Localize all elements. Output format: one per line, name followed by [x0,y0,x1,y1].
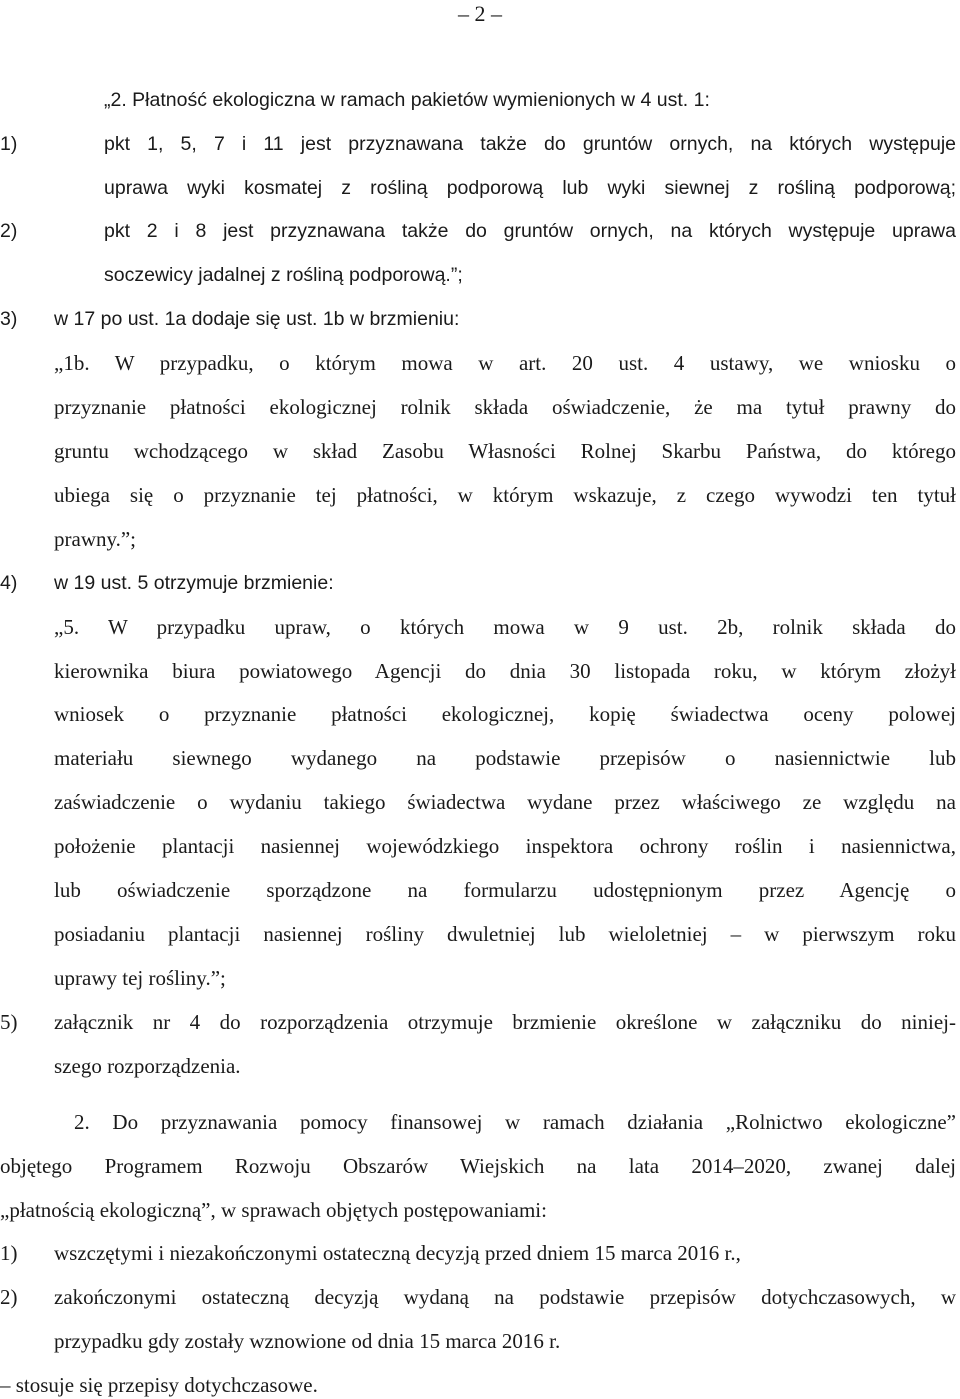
item-number: 1) [0,1241,18,1265]
text-line: w 17 po ust. 1a dodaje się ust. 1b w brzmieniu: [54,308,460,330]
text-line: soczewicy jadalnej z rośliną podporową.”; [104,264,463,286]
item-number: 1) [0,133,18,155]
text-line: „2. Płatność ekologiczna w ramach pakietów wymienionych w 4 ust. 1: [104,89,710,111]
text-line: „płatnością ekologiczną”, w sprawach objętych postępowaniami: [0,1198,547,1222]
text-line: lub oświadczenie sporządzone na formularzu udostępnionym przez Agencję o [54,878,956,902]
text-line: „1b. W przypadku, o którym mowa w art. 20 ust. 4 ustawy, we wniosku o [54,351,956,375]
text-line: wszczętymi i niezakończonymi ostateczną decyzją przed dniem 15 marca 2016 r., [54,1241,741,1265]
item-number: 4) [0,572,18,594]
item-number: 2) [0,220,18,242]
text-line: 2. Do przyznawania pomocy finansowej w ramach działania „Rolnictwo ekologiczne” [74,1110,956,1134]
item-number: 2) [0,1285,18,1309]
text-line: uprawa wyki kosmatej z rośliną podporową lub wyki siewnej z rośliną podporową; [104,177,956,199]
text-line: – stosuje się przepisy dotychczasowe. [0,1373,318,1397]
text-line: przypadku gdy zostały wznowione od dnia 15 marca 2016 r. [54,1329,561,1353]
text-line: zaświadczenie o wydaniu takiego świadectwa wydane przez właściwego ze względu na [54,790,956,814]
text-line: prawny.”; [54,527,137,551]
text-line: zakończonymi ostateczną decyzją wydaną na podstawie przepisów dotychczasowych, w [54,1285,956,1309]
text-line: kierownika biura powiatowego Agencji do dnia 30 listopada roku, w którym złożył [54,659,956,683]
text-line: gruntu wchodzącego w skład Zasobu Własności Rolnej Skarbu Państwa, do którego [54,439,956,463]
text-line: szego rozporządzenia. [54,1054,241,1078]
text-line: w 19 ust. 5 otrzymuje brzmienie: [54,572,334,594]
text-line: pkt 2 i 8 jest przyznawana także do gruntów ornych, na których występuje uprawa [104,220,956,242]
text-line: przyznanie płatności ekologicznej rolnik składa oświadczenie, że ma tytuł prawny do [54,395,956,419]
text-line: położenie plantacji nasiennej wojewódzkiego inspektora ochrony roślin i nasiennictwa, [54,834,956,858]
text-line: ubiega się o przyznanie tej płatności, w którym wskazuje, z czego wywodzi ten tytuł [54,483,956,507]
text-line: załącznik nr 4 do rozporządzenia otrzymuje brzmienie określone w załączniku do niniej- [54,1010,956,1034]
page-number: – 2 – [458,1,502,26]
text-line: objętego Programem Rozwoju Obszarów Wiejskich na lata 2014–2020, zwanej dalej [0,1154,956,1178]
text-line: materiału siewnego wydanego na podstawie przepisów o nasiennictwie lub [54,746,956,770]
text-line: wniosek o przyznanie płatności ekologicznej, kopię świadectwa oceny polowej [54,702,956,726]
text-line: „5. W przypadku upraw, o których mowa w 9 ust. 2b, rolnik składa do [54,615,956,639]
text-line: posiadaniu plantacji nasiennej rośliny dwuletniej lub wieloletniej – w pierwszym roku [54,922,956,946]
text-line: uprawy tej rośliny.”; [54,966,226,990]
item-number: 3) [0,308,18,330]
item-number: 5) [0,1010,18,1034]
text-line: pkt 1, 5, 7 i 11 jest przyznawana także do gruntów ornych, na których występuje [104,133,956,155]
